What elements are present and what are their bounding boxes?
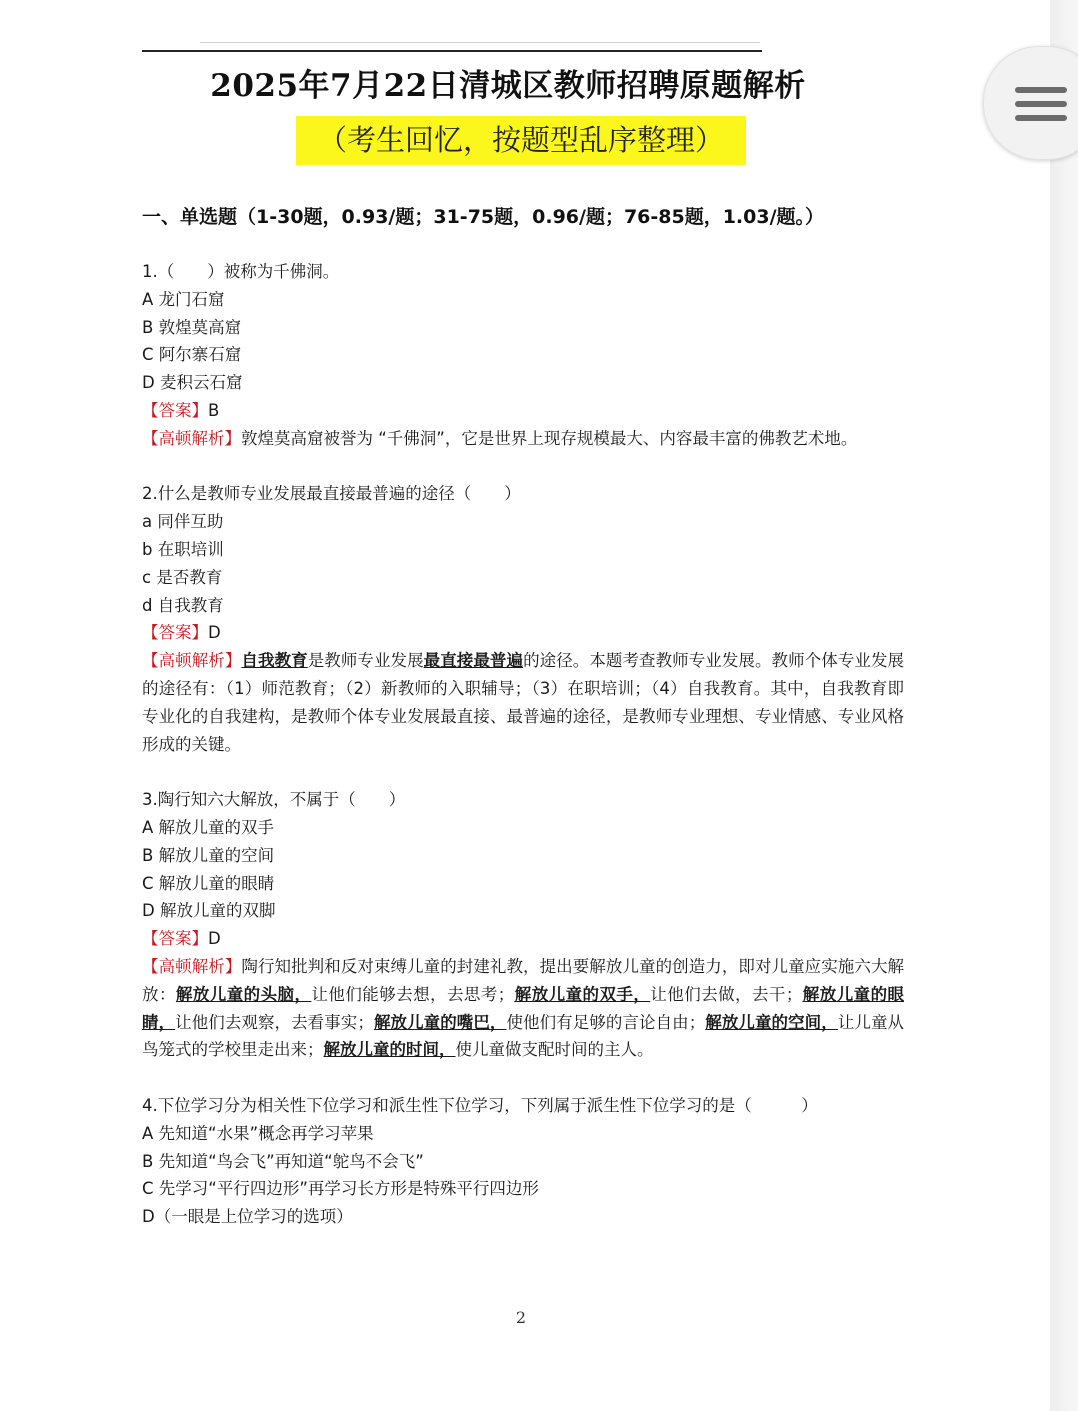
- option: A 解放儿童的双手: [142, 817, 275, 837]
- option: B 敦煌莫高窟: [142, 317, 242, 337]
- question-3: [142, 786, 904, 1064]
- option: D 解放儿童的双脚: [142, 901, 276, 921]
- emphasized-text: 解放儿童的眼睛，: [142, 984, 905, 1032]
- analysis-text: [142, 651, 904, 753]
- analysis-label: 【高顿解析】: [142, 428, 241, 448]
- hamburger-menu-icon: [1015, 101, 1067, 107]
- hamburger-menu-icon: [1015, 115, 1067, 121]
- question-4: [142, 1092, 904, 1231]
- option: C 阿尔寨石窟: [142, 345, 242, 365]
- analysis-text: 敦煌莫高窟被誉为 “千佛洞”，它是世界上现存规模最大、内容最丰富的佛教艺术地。: [241, 428, 858, 448]
- question-list: [142, 258, 904, 1231]
- answer-label: 【答案】: [142, 929, 208, 949]
- emphasized-text: 自我教育: [241, 651, 308, 671]
- analysis-text-segment: 陶行知批判和反对束缚儿童的封建礼教，提出要解放儿童的创造力，即对儿童应实施六大解放：: [142, 956, 905, 1004]
- page-number: 2: [515, 1308, 527, 1327]
- header-rule: [142, 50, 762, 52]
- answer-label: 【答案】: [142, 623, 208, 643]
- emphasized-text: 解放儿童的嘴巴，: [373, 1012, 507, 1032]
- option: d 自我教育: [142, 595, 224, 615]
- option: A 先知道“水果”概念再学习苹果: [142, 1123, 374, 1143]
- analysis-text-segment: 让他们去观察，去看事实；: [175, 1012, 374, 1032]
- question-2: [142, 480, 904, 758]
- question-1: [142, 258, 904, 453]
- answer-line: [142, 925, 904, 953]
- option: D 麦积云石窟: [142, 373, 243, 393]
- answer-line: [142, 397, 904, 425]
- section-heading: 一、单选题（1-30题，0.93/题；31-75题，0.96/题；76-85题，1.03/题。）: [142, 206, 825, 228]
- answer-value: B: [208, 400, 220, 420]
- answer-line: [142, 619, 904, 647]
- question-stem: 2.什么是教师专业发展最直接最普遍的途径（ ）: [142, 484, 521, 504]
- analysis-text-segment: 让他们去做，去干；: [650, 984, 803, 1004]
- question-stem: 3.陶行知六大解放，不属于（ ）: [142, 790, 406, 810]
- document-subtitle-highlight: （考生回忆，按题型乱序整理）: [296, 116, 746, 165]
- analysis-paragraph: [142, 425, 904, 453]
- option: B 先知道“鸟会飞”再知道“鸵鸟不会飞”: [142, 1151, 424, 1171]
- analysis-text-segment: 使儿童做支配时间的主人。: [455, 1040, 654, 1060]
- document-title: 2025年7月22日清城区教师招聘原题解析: [210, 68, 806, 104]
- analysis-label: 【高顿解析】: [142, 956, 242, 976]
- analysis-paragraph: [142, 647, 904, 758]
- menu-button[interactable]: [983, 46, 1078, 160]
- emphasized-text: 最直接最普遍: [423, 651, 524, 671]
- option: D（一眼是上位学习的选项）: [142, 1207, 353, 1227]
- analysis-text-segment: 让他们能够去想，去思考；: [311, 984, 515, 1004]
- question-stem: 4.下位学习分为相关性下位学习和派生性下位学习，下列属于派生性下位学习的是（ ）: [142, 1095, 818, 1115]
- emphasized-text: 解放儿童的空间，: [705, 1012, 838, 1032]
- emphasized-text: 解放儿童的头脑，: [175, 984, 312, 1004]
- analysis-label: 【高顿解析】: [142, 651, 242, 671]
- option: C 解放儿童的眼睛: [142, 873, 275, 893]
- option: b 在职培训: [142, 539, 224, 559]
- answer-label: 【答案】: [142, 400, 208, 420]
- question-stem: 1.（ ）被称为千佛洞。: [142, 262, 340, 281]
- option: C 先学习“平行四边形”再学习长方形是特殊平行四边形: [142, 1179, 539, 1199]
- option: A 龙门石窟: [142, 289, 225, 309]
- analysis-text-segment: 让儿童从鸟笼式的学校里走出来；: [142, 1012, 905, 1060]
- analysis-text: [142, 957, 904, 1059]
- header-faint-rule: [200, 42, 760, 43]
- analysis-text-segment: 使他们有足够的言论自由；: [506, 1012, 706, 1032]
- analysis-text-segment: 是教师专业发展: [307, 651, 424, 671]
- option: a 同伴互助: [142, 512, 224, 532]
- emphasized-text: 解放儿童的时间，: [323, 1040, 456, 1060]
- option: c 是否教育: [142, 567, 223, 587]
- option: B 解放儿童的空间: [142, 845, 275, 865]
- answer-value: D: [208, 929, 221, 949]
- analysis-paragraph: [142, 953, 904, 1064]
- page-right-margin: [1050, 0, 1078, 1411]
- emphasized-text: 解放儿童的双手，: [514, 984, 651, 1004]
- hamburger-menu-icon: [1015, 87, 1067, 93]
- analysis-text-segment: 的途径。本题考查教师专业发展。教师个体专业发展的途径有：（1）师范教育；（2）新教师的入职辅导；（3）在职培训；（4）自我教育。其中，自我教育即专业化的自我建构，是教师个体专业发展最直接、最普遍的途径，是教师专业理想、专业情感、专业风格形成的关键。: [142, 651, 905, 754]
- answer-value: D: [208, 623, 221, 643]
